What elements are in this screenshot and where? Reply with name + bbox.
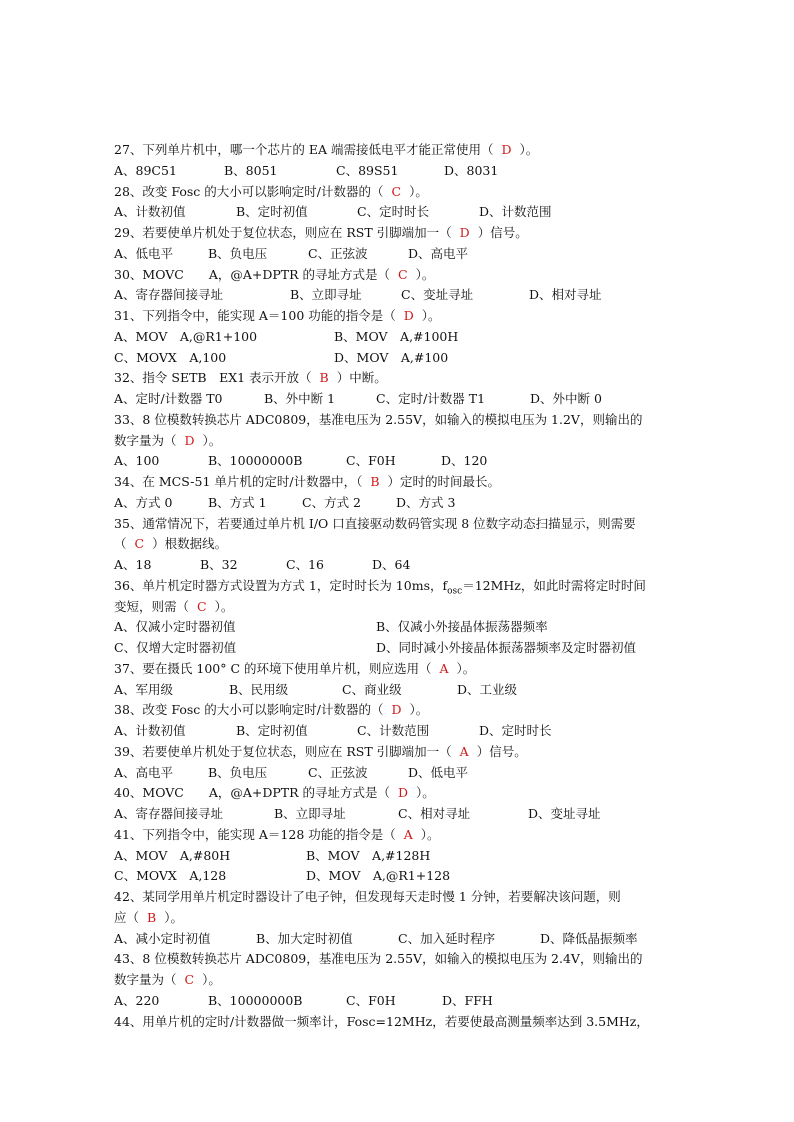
answer-39: A: [459, 743, 469, 759]
answer-35: C: [134, 536, 145, 552]
question-27: 27、下列单片机中，哪一个芯片的 EA 端需接低电平才能正常使用（ D ）。: [114, 142, 539, 157]
answer-27: D: [501, 142, 512, 157]
options-40: A、寄存器间接寻址 B、立即寻址 C、相对寻址 D、变址寻址: [114, 806, 601, 821]
question-32: 32、指令 SETB EX1 表示开放（ B ）中断。: [114, 370, 387, 386]
question-29: 29、若要使单片机处于复位状态，则应在 RST 引脚端加一（ D ）信号。: [114, 225, 528, 240]
question-35-cont: （ C ）根数据线。: [114, 536, 228, 552]
question-39: 39、若要使单片机处于复位状态，则应在 RST 引脚端加一（ A ）信号。: [114, 743, 527, 759]
options-36a: A、仅减小定时器初值 B、仅减小外接晶体振荡器频率: [114, 619, 548, 635]
question-33: 33、8 位模数转换芯片 ADC0809，基准电压为 2.55V，如输入的模拟电压为 1.2V，则输出的: [114, 411, 643, 427]
answer-37: A: [439, 660, 449, 676]
options-35: A、18 B、32 C、16 D、64: [114, 557, 411, 572]
options-42: A、减小定时初值 B、加大定时初值 C、加入延时程序 D、降低晶振频率: [114, 930, 638, 946]
question-36-cont: 变短，则需（ C ）。: [114, 598, 234, 614]
question-36: 36、单片机定时器方式设置为方式 1，定时时长为 10ms，$f_{osc}=12MHz$，如此时需将定时时间: [114, 577, 646, 597]
options-33: A、100 B、10000000B C、F0H D、120: [114, 453, 488, 469]
answer-32: B: [319, 370, 329, 386]
question-33-cont: 数字量为（ D ）。: [114, 432, 222, 448]
options-29: A、低电平 B、负电压 C、正弦波 D、高电平: [114, 245, 469, 261]
options-28: A、计数初值 B、定时初值 C、定时时长 D、计数范围: [114, 204, 552, 220]
question-37: 37、要在摄氏 100° C 的环境下使用单片机，则应选用（ A ）。: [114, 660, 476, 676]
question-42: 42、某同学用单片机定时器设计了电子钟，但发现每天走时慢 1 分钟，若要解决该问题，则: [114, 889, 621, 904]
answer-28: C: [391, 183, 402, 199]
answer-38: D: [391, 702, 402, 718]
question-35: 35、通常情况下，若要通过单片机 I/O 口直接驱动数码管实现 8 位数字动态扫描显示，则需要: [114, 515, 636, 531]
options-31a: A、MOV A,@R1+100 B、MOV A,#100H: [114, 328, 459, 344]
answer-36: C: [197, 598, 207, 614]
answer-42: B: [147, 909, 157, 925]
options-30: A、寄存器间接寻址 B、立即寻址 C、变址寻址 D、相对寻址: [114, 287, 602, 303]
options-27: A、89C51 B、8051 C、89S51 D、8031: [114, 162, 499, 178]
options-34: A、方式 0 B、方式 1 C、方式 2 D、方式 3: [114, 494, 456, 510]
answer-41: A: [403, 826, 413, 842]
options-39: A、高电平 B、负电压 C、正弦波 D、低电平: [114, 764, 469, 780]
question-41: 41、下列指令中，能实现 A＝128 功能的指令是（ A ）。: [114, 826, 440, 842]
question-38: 38、改变 Fosc 的大小可以影响定时/计数器的（ D ）。: [114, 702, 429, 718]
options-32: A、定时/计数器 T0 B、外中断 1 C、定时/计数器 T1 D、外中断 0: [114, 391, 602, 406]
question-43: 43、8 位模数转换芯片 ADC0809，基准电压为 2.55V，如输入的模拟电压为 2.4V，则输出的: [114, 951, 643, 967]
options-31b: C、MOVX A,100 D、MOV A,#100: [114, 349, 449, 365]
answer-29: D: [459, 225, 470, 240]
options-41a: A、MOV A,#80H B、MOV A,#128H: [114, 847, 431, 863]
question-34: 34、在 MCS-51 单片机的定时/计数器中，（ B ）定时的时间最长。: [114, 474, 501, 489]
answer-40: D: [398, 785, 409, 801]
question-42-cont: 应（ B ）。: [114, 909, 183, 925]
options-37: A、军用级 B、民用级 C、商业级 D、工业级: [114, 681, 518, 697]
question-30: 30、MOVC A，@A+DPTR 的寻址方式是（ C ）。: [114, 266, 435, 282]
answer-33: D: [184, 432, 195, 448]
question-31: 31、下列指令中，能实现 A＝100 功能的指令是（ D ）。: [114, 308, 441, 323]
question-28: 28、改变 Fosc 的大小可以影响定时/计数器的（ C ）。: [114, 183, 428, 199]
answer-31: D: [403, 308, 414, 323]
options-43: A、220 B、10000000B C、F0H D、FFH: [114, 992, 493, 1008]
options-36b: C、仅增大定时器初值 D、同时减小外接晶体振荡器频率及定时器初值: [114, 640, 637, 655]
options-38: A、计数初值 B、定时初值 C、计数范围 D、定时时长: [114, 723, 552, 738]
options-41b: C、MOVX A,128 D、MOV A,@R1+128: [114, 868, 451, 884]
answer-34: B: [370, 474, 380, 489]
answer-43: C: [184, 972, 195, 987]
answer-30: C: [398, 266, 408, 282]
document-page: [114, 140, 682, 1032]
question-40: 40、MOVC A，@A+DPTR 的寻址方式是（ D ）。: [114, 785, 435, 801]
question-43-cont: 数字量为（ C ）。: [114, 972, 221, 987]
question-44: 44、用单片机的定时/计数器做一频率计，Fosc=12MHz，若要使最高测量频率达到 3.5MHz，: [114, 1013, 649, 1029]
